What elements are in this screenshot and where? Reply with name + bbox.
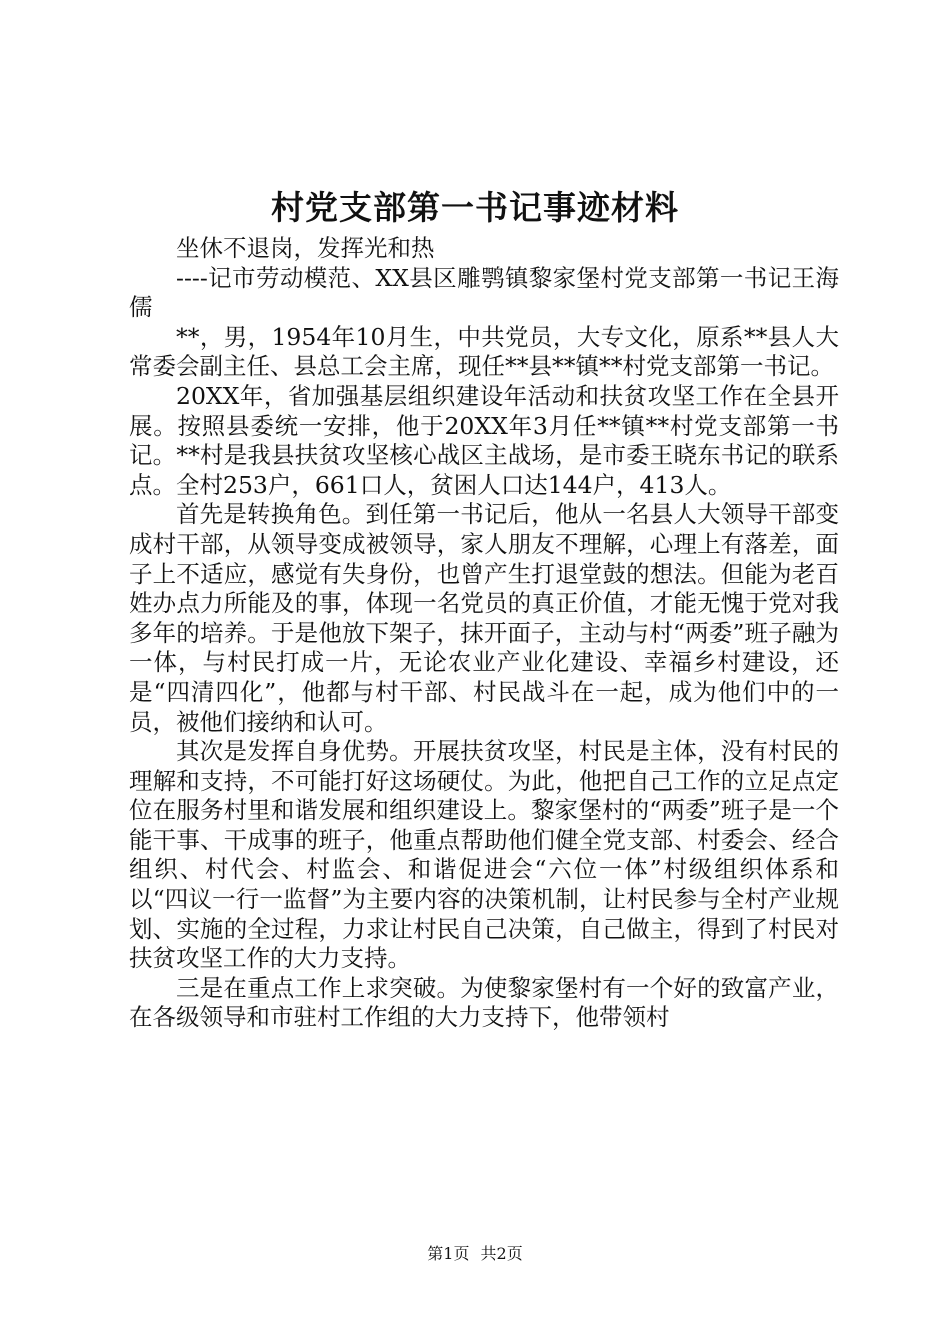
subtitle-paragraph: 坐休不退岗，发挥光和热 [176,234,435,262]
body-paragraph: **，男，1954年10月生，中共党员，大专文化，原系**县人大常委会副主任、县总工会主席，现任**县**镇**村党支部第一书记。 [129,322,839,381]
body-paragraph: 三是在重点工作上求突破。为使黎家堡村有一个好的致富产业，在各级领导和市驻村工作组的大力支持下，他带领村 [129,973,839,1032]
body-paragraph: 20XX年，省加强基层组织建设年活动和扶贫攻坚工作在全县开展。按照县委统一安排，他于20XX年3月任**镇**村党支部第一书记。**村是我县扶贫攻坚核心战区主战场，是市委王晓东书记的联系点。全村253户，661口人，贫困人口达144户，413人。 [129,381,839,499]
document-body [129,234,839,1033]
page-number: 第1页 [427,1244,470,1263]
document-title: 村党支部第一书记事迹材料 [271,188,679,227]
body-paragraph: 首先是转换角色。到任第一书记后，他从一名县人大领导干部变成村干部，从领导变成被领导，家人朋友不理解，心理上有落差，面子上不适应，感觉有失身份，也曾产生打退堂鼓的想法。但能为老百姓办点力所能及的事，体现一名党员的真正价值，才能无愧于党对我多年的培养。于是他放下架子，抹开面子，主动与村“两委”班子融为一体，与村民打成一片，无论农业产业化建设、幸福乡村建设，还是“四清四化”，他都与村干部、村民战斗在一起，成为他们中的一员，被他们接纳和认可。 [129,500,839,736]
page-footer [0,1243,950,1265]
page-total: 共2页 [480,1244,523,1263]
body-paragraph: 其次是发挥自身优势。开展扶贫攻坚，村民是主体，没有村民的理解和支持，不可能打好这场硬仗。为此，他把自己工作的立足点定位在服务村里和谐发展和组织建设上。黎家堡村的“两委”班子是一个能干事、干成事的班子，他重点帮助他们健全党支部、村委会、经合组织、村代会、村监会、和谐促进会“六位一体”村级组织体系和以“四议一行一监督”为主要内容的决策机制，让村民参与全村产业规划、实施的全过程，力求让村民自己决策，自己做主，得到了村民对扶贫攻坚工作的大力支持。 [129,737,839,973]
subheading-paragraph: ----记市劳动模范、XX县区雕鹗镇黎家堡村党支部第一书记王海儒 [129,263,839,322]
